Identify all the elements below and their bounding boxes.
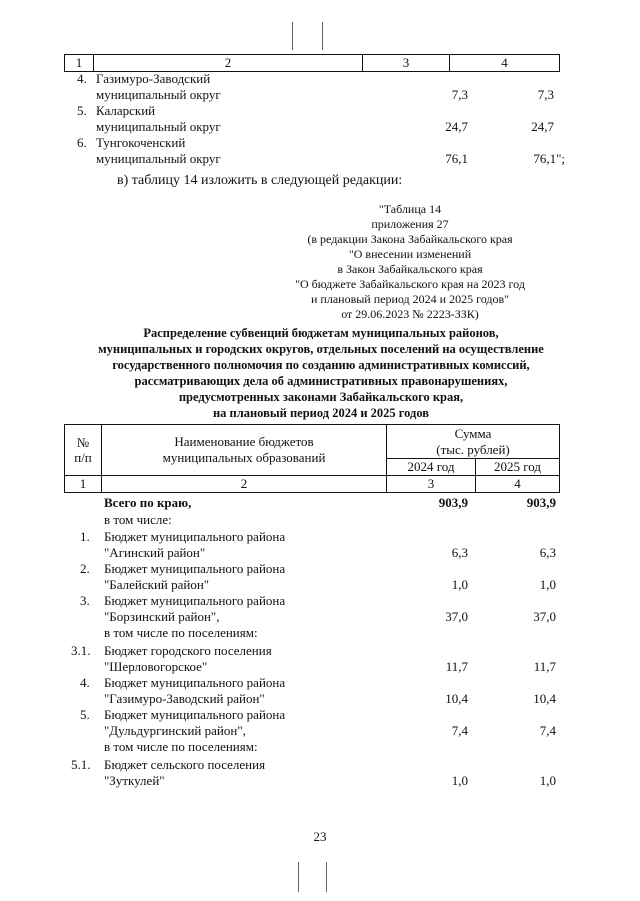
note-line: "Таблица 14	[378, 202, 442, 216]
row-name: "Балейский район"	[104, 577, 210, 592]
row-name: Каларский	[96, 103, 156, 118]
row-name: Бюджет муниципального района	[104, 707, 286, 722]
value-2025: 11,7	[533, 659, 556, 674]
row-name: Бюджет сельского поселения	[104, 757, 266, 772]
header-sum: Сумма	[454, 425, 492, 441]
note-line: "О бюджете Забайкальского края на 2023 год	[295, 277, 525, 291]
value-2024: 7,3	[451, 87, 468, 102]
index-col-2: 2	[102, 476, 387, 493]
row-number: 6.	[77, 135, 87, 150]
note-line: приложения 27	[371, 217, 449, 231]
note-line: от 29.06.2023 № 2223-ЗЗК)	[341, 307, 479, 321]
row-name: Газимуро-Заводский	[96, 71, 211, 86]
value-2025: 10,4	[533, 691, 556, 706]
value-2025: 37,0	[533, 609, 556, 624]
row-name: Бюджет муниципального района	[104, 675, 286, 690]
header-name: Наименование бюджетов	[174, 434, 314, 449]
row-number: 1.	[80, 529, 90, 544]
row-name: "Борзинский район",	[104, 609, 220, 624]
row-name: Тунгокоченский	[96, 135, 186, 150]
instruction-text: в) таблицу 14 изложить в следующей редакции:	[117, 173, 403, 188]
value-2024: 7,4	[451, 723, 468, 738]
value-2024: 11,7	[445, 659, 468, 674]
value-2024: 37,0	[445, 609, 468, 624]
header-name-sub: муниципальных образований	[162, 450, 326, 465]
row-name: в том числе:	[104, 512, 172, 527]
note-line: и плановый период 2024 и 2025 годов"	[310, 292, 510, 306]
row-name: муниципальный округ	[96, 119, 221, 134]
row-name: Бюджет муниципального района	[104, 529, 286, 544]
row-name: муниципальный округ	[96, 87, 221, 102]
header-year-2025: 2025 год	[476, 459, 560, 476]
page-number: 23	[313, 829, 327, 844]
header-sum-cell	[387, 425, 560, 459]
row-number: 5.1.	[71, 757, 91, 772]
index-col-1: 1	[65, 476, 102, 493]
top-col-1: 1	[65, 55, 94, 72]
value-2024: 1,0	[451, 577, 468, 592]
value-2024: 24,7	[445, 119, 468, 134]
row-name: "Дульдургинский район",	[104, 723, 246, 738]
row-number: 2.	[80, 561, 90, 576]
value-2025: 6,3	[539, 545, 556, 560]
main-table-header	[64, 424, 560, 493]
top-col-4: 4	[450, 55, 560, 72]
document-title	[64, 325, 578, 421]
value-2025: 1,0	[539, 577, 556, 592]
top-col-2: 2	[94, 55, 363, 72]
scan-mark	[292, 22, 293, 50]
value-2024: 6,3	[451, 545, 468, 560]
note-line: в Закон Забайкальского края	[337, 262, 483, 276]
index-col-4: 4	[476, 476, 560, 493]
top-table-header	[64, 54, 560, 72]
value-2025: 7,3	[537, 87, 554, 102]
header-sum-unit: (тыс. рублей)	[436, 441, 510, 457]
title-line: на плановый период 2024 и 2025 годов	[212, 406, 430, 420]
value-2024: 10,4	[445, 691, 468, 706]
row-name: "Шерловогорское"	[104, 659, 208, 674]
scan-mark	[326, 862, 327, 892]
row-name: Бюджет муниципального района	[104, 561, 286, 576]
header-year-2024: 2024 год	[387, 459, 476, 476]
value-2024: 1,0	[451, 773, 468, 788]
header-name-cell	[102, 425, 387, 476]
scan-mark	[322, 22, 323, 50]
value-2025: 24,7	[531, 119, 554, 134]
value-2025: 76,1";	[533, 151, 565, 166]
scan-mark	[298, 862, 299, 892]
index-col-3: 3	[387, 476, 476, 493]
row-name: "Зуткулей"	[104, 773, 165, 788]
row-number: 4.	[80, 675, 90, 690]
title-line: государственного полномочия по созданию административных комиссий,	[112, 358, 530, 372]
row-number: 3.	[80, 593, 90, 608]
row-name: в том числе по поселениям:	[104, 739, 258, 754]
title-line: предусмотренных законами Забайкальского края,	[178, 390, 464, 404]
value-2025: 7,4	[539, 723, 556, 738]
row-number: 5.	[77, 103, 87, 118]
row-name: Бюджет муниципального района	[104, 593, 286, 608]
title-line: рассматривающих дела об административных правонарушениях,	[134, 374, 508, 388]
value-2025: 1,0	[539, 773, 556, 788]
title-line: муниципальных и городских округов, отдельных поселений на осуществление	[98, 342, 544, 356]
row-name: Бюджет городского поселения	[104, 643, 272, 658]
header-number: №	[76, 435, 90, 450]
row-name: Всего по краю,	[104, 495, 192, 510]
row-number: 5.	[80, 707, 90, 722]
value-2024: 76,1	[445, 151, 468, 166]
row-name: в том числе по поселениям:	[104, 625, 258, 640]
header-number-cell	[65, 425, 102, 476]
table-annex-note	[285, 202, 535, 322]
note-line: "О внесении изменений	[348, 247, 472, 261]
header-number-sub: п/п	[74, 450, 92, 465]
top-col-3: 3	[363, 55, 450, 72]
row-name: "Газимуро-Заводский район"	[104, 691, 265, 706]
row-name: "Агинский район"	[104, 545, 206, 560]
row-number: 4.	[77, 71, 87, 86]
value-2025: 903,9	[526, 495, 556, 510]
row-number: 3.1.	[71, 643, 91, 658]
row-name: муниципальный округ	[96, 151, 221, 166]
value-2024: 903,9	[438, 495, 468, 510]
title-line: Распределение субвенций бюджетам муниципальных районов,	[143, 326, 499, 340]
note-line: (в редакции Закона Забайкальского края	[307, 232, 513, 246]
